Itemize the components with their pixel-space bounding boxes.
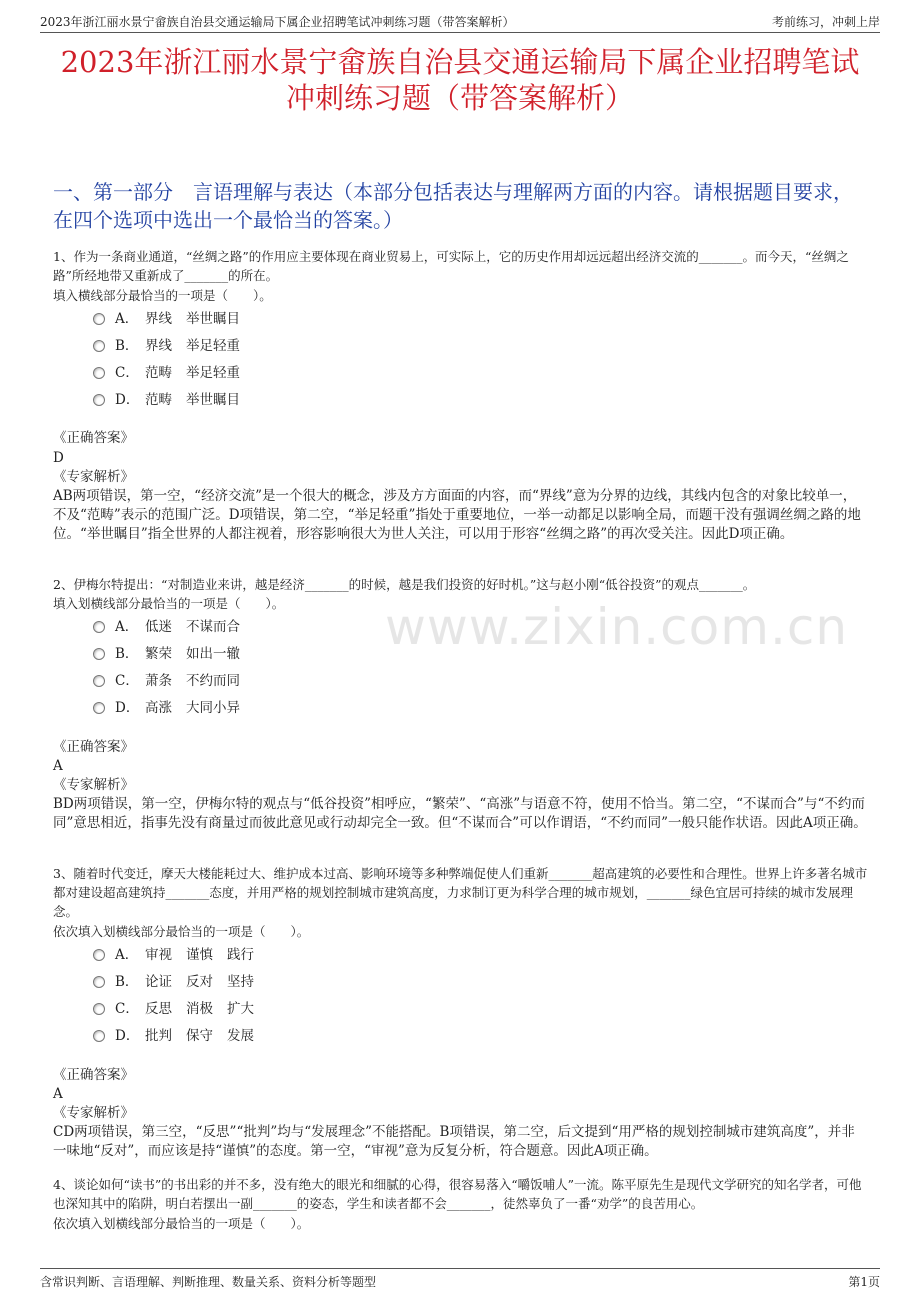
header-doc-title: 2023年浙江丽水景宁畲族自治县交通运输局下属企业招聘笔试冲刺练习题（带答案解析） [40,15,515,29]
option-b[interactable]: B． 界线 举足轻重 [93,330,254,357]
analysis-text: CD两项错误，第三空，“反思”“批判”均与“发展理念”不能搭配。B项错误，第二空，后文提到“用严格的规划控制城市建筑高度”，并非一味地“反对”，而应该是持“谨慎”的态度。第一空，“审视”意为反复分析，符合题意。因此A项正确。 [53,1124,855,1159]
question-2-stem: 2、伊梅尔特提出：“对制造业来讲，越是经济_______的时候，越是我们投资的好时机。”这与赵小刚“低谷投资”的观点_______。 [53,577,756,592]
analysis-text: BD两项错误，第一空，伊梅尔特的观点与“低谷投资”相呼应，“繁荣”、“高涨”与语意不符，使用不恰当。第二空，“不谋而合”与“不约而同”意思相近，指事先没有商量过而彼此意见或行动却完全一致。但“不谋而合”可以作谓语，“不约而同”一般只能作状语。因此A项正确。 [53,796,867,831]
radio-icon[interactable] [93,367,105,379]
option-c[interactable]: C． 范畴 举足轻重 [93,357,254,384]
option-d[interactable]: D． 范畴 举世瞩目 [93,384,254,411]
question-4-stem: 4、谈论如何“读书”的书出彩的并不多，没有绝大的眼光和细腻的心得，很容易落入“嚼饭哺人”一流。陈平原先生是现代文学研究的知名学者，可他也深知其中的陷阱，明白若摆出一副_______的姿态，学生和读者都不会_______，徒然辜负了一番“劝学”的良苦用心。 [53,1177,862,1211]
option-a[interactable]: A． 低迷 不谋而合 [93,611,254,638]
question-3-prompt: 依次填入划横线部分最恰当的一项是（ ）。 [53,924,310,939]
option-c[interactable]: C． 反思 消极 扩大 [93,993,268,1020]
radio-icon[interactable] [93,976,105,988]
analysis-label: 《专家解析》 [53,777,134,793]
option-d[interactable]: D． 批判 保守 发展 [93,1020,268,1047]
answer-value: A [53,1086,63,1102]
watermark: www.zixin.com.cn [385,598,849,656]
radio-icon[interactable] [93,313,105,325]
page-header [40,10,880,33]
radio-icon[interactable] [93,949,105,961]
radio-icon[interactable] [93,394,105,406]
answer-value: A [53,758,63,774]
title-line-2: 冲刺练习题（带答案解析） [285,81,634,115]
question-2-prompt: 填入划横线部分最恰当的一项是（ ）。 [53,596,285,611]
question-1-stem: 1、作为一条商业通道，“丝绸之路”的作用应主要体现在商业贸易上，可实际上，它的历史作用却远远超出经济交流的_______。而今天，“丝绸之路”所经地带又重新成了_______的所在。 [53,249,849,283]
option-a[interactable]: A． 审视 谨慎 践行 [93,939,268,966]
question-4-prompt: 依次填入划横线部分最恰当的一项是（ ）。 [53,1216,310,1231]
answer-label: 《正确答案》 [53,430,134,446]
radio-icon[interactable] [93,340,105,352]
analysis-label: 《专家解析》 [53,469,134,485]
page-number: 第1页 [848,1275,880,1289]
answer-label: 《正确答案》 [53,739,134,755]
answer-label: 《正确答案》 [53,1067,134,1083]
document-title [40,44,880,116]
option-a[interactable]: A． 界线 举世瞩目 [93,303,254,330]
option-d[interactable]: D． 高涨 大同小异 [93,692,254,719]
radio-icon[interactable] [93,1003,105,1015]
answer-value: D [53,450,64,466]
question-3-stem: 3、随着时代变迁，摩天大楼能耗过大、维护成本过高、影响环境等多种弊端促使人们重新_______超高建筑的必要性和合理性。世界上许多著名城市都对建设超高建筑持_______态度，并用严格的规划控制城市建筑高度，力求制订更为科学合理的城市规划，_______绿色宜居可持续的城市发展理念。 [53,866,868,919]
analysis-text: AB两项错误，第一空，“经济交流”是一个很大的概念，涉及方方面面的内容，而“界线”意为分界的边线，其线内包含的对象比较单一，不及“范畴”表示的范围广泛。D项错误，第二空，“举足轻重”指处于重要地位，一举一动都足以影响全局，而题干没有强调丝绸之路的地位。“举世瞩目”指全世界的人都注视着，形容影响很大为世人关注，可以用于形容“丝绸之路”的再次受关注。因此D项正确。 [53,488,861,542]
option-b[interactable]: B． 论证 反对 坚持 [93,966,268,993]
radio-icon[interactable] [93,621,105,633]
radio-icon[interactable] [93,1030,105,1042]
radio-icon[interactable] [93,702,105,714]
question-2-options [93,611,254,719]
radio-icon[interactable] [93,648,105,660]
option-b[interactable]: B． 繁荣 如出一辙 [93,638,254,665]
footer-note: 含常识判断、言语理解、判断推理、数量关系、资料分析等题型 [40,1275,377,1289]
title-line-1: 2023年浙江丽水景宁畲族自治县交通运输局下属企业招聘笔试 [60,45,860,79]
question-1-options [93,303,254,411]
option-c[interactable]: C． 萧条 不约而同 [93,665,254,692]
question-3-options [93,939,268,1047]
page-footer [40,1268,880,1291]
radio-icon[interactable] [93,675,105,687]
question-1-prompt: 填入横线部分最恰当的一项是（ ）。 [53,288,272,303]
header-slogan: 考前练习，冲刺上岸 [771,15,880,29]
analysis-label: 《专家解析》 [53,1105,134,1121]
section-heading: 一、第一部分 言语理解与表达（本部分包括表达与理解两方面的内容。请根据题目要求，在四个选项中选出一个最恰当的答案。） [53,180,853,232]
